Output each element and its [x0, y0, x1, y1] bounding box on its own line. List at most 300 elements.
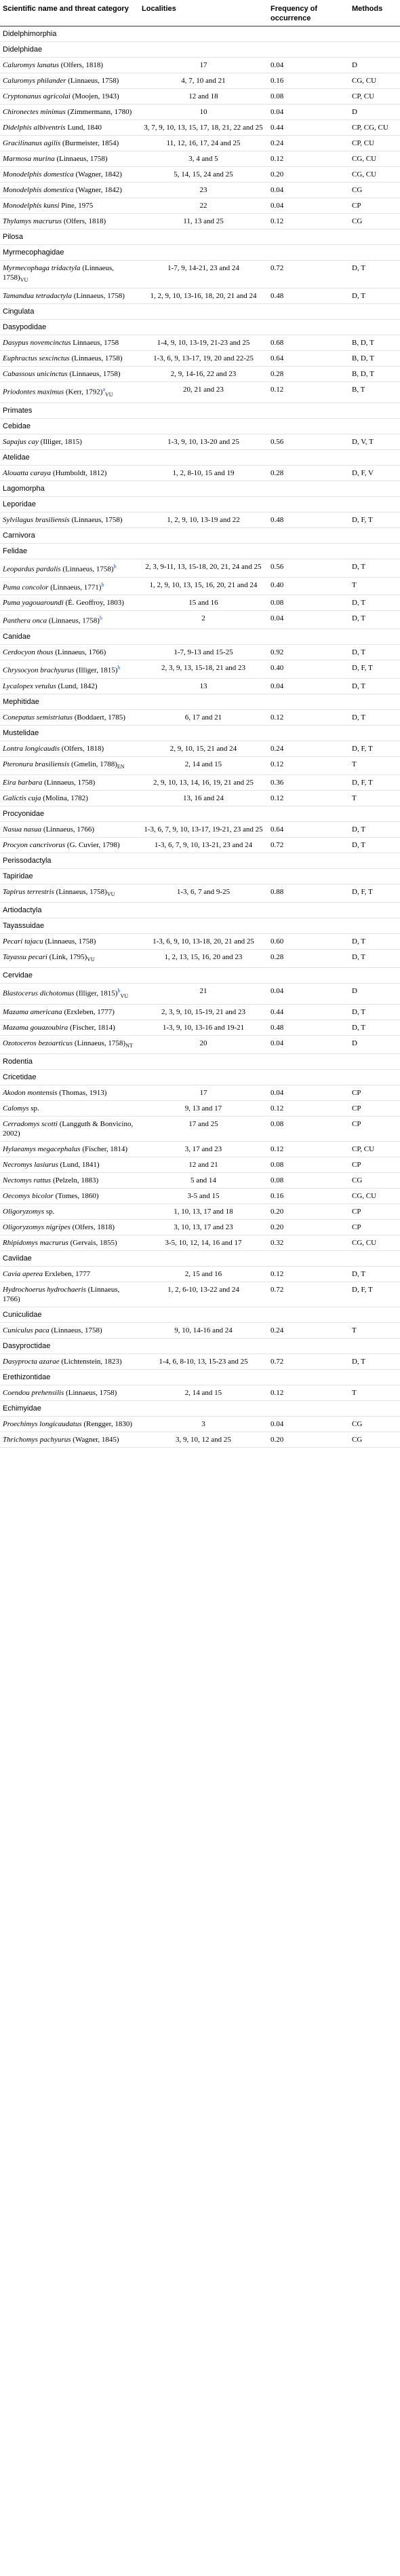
taxon-group-row [0, 304, 400, 320]
threat-category: VU [105, 392, 113, 398]
species-name: Chironectes minimus [3, 108, 66, 116]
footnote-link[interactable]: b [113, 563, 117, 570]
frequency-cell: 0.48 [268, 512, 349, 528]
species-row [0, 1282, 400, 1307]
species-row [0, 1417, 400, 1432]
taxon-group-label: Artiodactyla [0, 903, 400, 918]
species-name-cell [0, 466, 139, 481]
frequency-cell: 0.20 [268, 167, 349, 183]
frequency-cell: 0.12 [268, 214, 349, 229]
species-authority: (Gervais, 1855) [68, 1239, 117, 1248]
taxon-group-row [0, 42, 400, 58]
frequency-cell: 0.04 [268, 678, 349, 694]
methods-cell: CP [349, 1220, 400, 1235]
species-authority: (Kerr, 1792) [64, 388, 103, 396]
frequency-cell: 0.04 [268, 58, 349, 73]
species-authority: (Olfers, 1818) [70, 1223, 115, 1232]
species-name-cell [0, 645, 139, 660]
taxon-group-row [0, 403, 400, 419]
frequency-cell: 0.12 [268, 1142, 349, 1157]
species-name: Thrichomys pachyurus [3, 1436, 71, 1444]
localities-cell: 1, 2, 9, 10, 13, 15, 16, 20, 21 and 24 [139, 577, 268, 595]
species-name-cell [0, 577, 139, 595]
species-row [0, 105, 400, 120]
species-name: Cuniculus paca [3, 1326, 49, 1335]
species-authority: (Linnaeus, 1758) [67, 370, 121, 379]
species-name-cell [0, 73, 139, 89]
species-name: Puma yagouaroundi [3, 599, 64, 608]
methods-cell: D, T [349, 288, 400, 304]
species-name: Proechimys longicaudatus [3, 1420, 82, 1429]
footnote-link[interactable]: b [101, 581, 104, 588]
header-frequency: Frequency of occurrence [268, 0, 349, 26]
species-authority: (Linnaeus, 1758) [3, 264, 115, 282]
taxon-group-row [0, 229, 400, 245]
species-row [0, 884, 400, 902]
species-row [0, 821, 400, 837]
species-name-cell [0, 351, 139, 367]
species-row [0, 741, 400, 756]
species-name: Ozotoceros bezoarticus [3, 1039, 73, 1048]
taxon-group-label: Mephitidae [0, 694, 400, 709]
frequency-cell: 0.72 [268, 1354, 349, 1370]
species-row [0, 351, 400, 367]
species-name-cell [0, 611, 139, 629]
species-name: Calomys [3, 1104, 29, 1113]
frequency-cell: 0.28 [268, 466, 349, 481]
species-authority: (Olfers, 1818) [59, 61, 104, 69]
species-name: Leopardus pardalis [3, 565, 61, 574]
species-authority: (Fischer, 1814) [68, 1024, 115, 1032]
methods-cell: D [349, 984, 400, 1005]
species-row [0, 1173, 400, 1189]
species-row [0, 660, 400, 679]
methods-cell: D, T [349, 1020, 400, 1036]
species-name-cell [0, 1385, 139, 1401]
threat-category: VU [120, 993, 128, 1000]
species-name: Oligoryzomys nigripes [3, 1223, 71, 1232]
frequency-cell: 0.12 [268, 151, 349, 167]
species-row [0, 790, 400, 806]
methods-cell: D, F, T [349, 512, 400, 528]
frequency-cell: 0.72 [268, 261, 349, 288]
frequency-cell: 0.60 [268, 934, 349, 950]
species-row [0, 756, 400, 774]
frequency-cell: 0.32 [268, 1235, 349, 1251]
species-authority: (Linnaeus, 1758) [42, 778, 96, 787]
methods-cell: T [349, 1385, 400, 1401]
taxon-group-row [0, 528, 400, 544]
species-authority: (Moojen, 1943) [70, 92, 119, 100]
species-row [0, 1142, 400, 1157]
species-name-cell [0, 512, 139, 528]
frequency-cell: 0.92 [268, 645, 349, 660]
taxon-group-row [0, 629, 400, 645]
methods-cell: CG, CU [349, 1189, 400, 1204]
taxon-group-row [0, 1339, 400, 1354]
taxon-group-label: Lagomorpha [0, 481, 400, 497]
species-authority: (Boddaert, 1785) [72, 713, 125, 722]
methods-cell: CP, CU [349, 1142, 400, 1157]
species-name: Dasypus novemcinctus [3, 339, 71, 348]
localities-cell: 1, 2, 13, 15, 16, 20 and 23 [139, 950, 268, 968]
species-row [0, 709, 400, 725]
species-name: Monodelphis domestica [3, 186, 74, 194]
methods-cell: D, T [349, 821, 400, 837]
species-name-cell [0, 1157, 139, 1173]
methods-cell: CG, CU [349, 167, 400, 183]
species-authority: (É. Geoffroy, 1803) [63, 599, 124, 608]
localities-cell: 3, 17 and 23 [139, 1142, 268, 1157]
species-name: Cerdocyon thous [3, 648, 54, 656]
species-authority: (Rengger, 1830) [81, 1420, 133, 1429]
species-authority: (Linnaeus, 1758) [69, 516, 123, 525]
taxon-group-row [0, 903, 400, 918]
species-row [0, 1354, 400, 1370]
localities-cell: 9, 13 and 17 [139, 1101, 268, 1117]
frequency-cell: 0.44 [268, 120, 349, 136]
frequency-cell: 0.08 [268, 1173, 349, 1189]
species-name-cell [0, 1204, 139, 1220]
methods-cell: T [349, 577, 400, 595]
localities-cell: 3, 7, 9, 10, 13, 15, 17, 18, 21, 22 and 25 [139, 120, 268, 136]
localities-cell: 9, 10, 14-16 and 24 [139, 1323, 268, 1339]
species-name: Tapirus terrestris [3, 887, 54, 896]
methods-cell: CP [349, 1117, 400, 1142]
frequency-cell: 0.20 [268, 1220, 349, 1235]
localities-cell: 1-3, 6, 9, 10, 13-18, 20, 21 and 25 [139, 934, 268, 950]
taxon-group-row [0, 1070, 400, 1085]
frequency-cell: 0.04 [268, 183, 349, 198]
species-name-cell [0, 1020, 139, 1036]
localities-cell: 1-7, 9, 14-21, 23 and 24 [139, 261, 268, 288]
localities-cell: 22 [139, 198, 268, 214]
species-authority: (Linnaeus, 1758) [43, 937, 96, 946]
frequency-cell: 0.08 [268, 1157, 349, 1173]
species-name-cell [0, 1432, 139, 1448]
species-row [0, 512, 400, 528]
species-name-cell [0, 183, 139, 198]
species-name-cell [0, 105, 139, 120]
threat-category: VU [20, 277, 28, 284]
species-authority: (G. Cuvier, 1798) [65, 840, 120, 849]
methods-cell: D, F, V [349, 466, 400, 481]
methods-cell: B, D, T [349, 351, 400, 367]
species-row [0, 1117, 400, 1142]
methods-cell: CG, CU [349, 1235, 400, 1251]
methods-cell: T [349, 756, 400, 774]
taxon-group-label: Cingulata [0, 304, 400, 320]
species-name: Hydrochoerus hydrochaeris [3, 1286, 86, 1294]
species-name-cell [0, 934, 139, 950]
localities-cell: 2, 14 and 15 [139, 1385, 268, 1401]
species-name: Necromys lasiurus [3, 1161, 58, 1170]
localities-cell: 1-3, 6, 7, 9, 10, 13-17, 19-21, 23 and 25 [139, 821, 268, 837]
species-row [0, 1020, 400, 1036]
species-name-cell [0, 1189, 139, 1204]
species-name: Oligoryzomys [3, 1208, 45, 1216]
species-authority: (Erxleben, 1777) [62, 1008, 115, 1017]
taxon-group-label: Dasypodidae [0, 320, 400, 335]
localities-cell: 2, 9, 10, 15, 21 and 24 [139, 741, 268, 756]
species-row [0, 1101, 400, 1117]
frequency-cell: 0.04 [268, 984, 349, 1005]
localities-cell: 21 [139, 984, 268, 1005]
frequency-cell: 0.12 [268, 1267, 349, 1282]
taxon-group-label: Pilosa [0, 229, 400, 245]
species-name-cell [0, 837, 139, 853]
methods-cell: D, T [349, 1267, 400, 1282]
species-authority: (Link, 1795) [47, 953, 87, 962]
species-authority: (Olfers, 1818) [60, 744, 104, 753]
species-row [0, 1204, 400, 1220]
taxon-group-label: Perissodactyla [0, 853, 400, 868]
species-authority: (Lund, 1842) [56, 682, 98, 690]
footnote-link[interactable]: b [117, 988, 121, 994]
footnote-link[interactable]: b [99, 615, 102, 622]
localities-cell: 17 and 25 [139, 1117, 268, 1142]
species-name: Myrmecophaga tridactyla [3, 264, 81, 272]
taxon-group-row [0, 806, 400, 821]
species-row [0, 1085, 400, 1101]
species-name: Alouatta caraya [3, 469, 52, 478]
taxon-group-row [0, 245, 400, 261]
methods-cell: D, T [349, 1005, 400, 1020]
species-row [0, 678, 400, 694]
species-name-cell [0, 151, 139, 167]
species-name-cell [0, 756, 139, 774]
localities-cell: 1-4, 9, 10, 13-19, 21-23 and 25 [139, 335, 268, 351]
frequency-cell: 0.28 [268, 367, 349, 382]
localities-cell: 20, 21 and 23 [139, 382, 268, 403]
species-authority: (Linnaeus, 1758) [47, 617, 100, 625]
species-authority: (Linnaeus, 1766) [3, 1286, 120, 1304]
species-name: Sapajus cay [3, 438, 39, 447]
species-name-cell [0, 167, 139, 183]
taxon-group-row [0, 481, 400, 497]
methods-cell: D, F, T [349, 660, 400, 679]
frequency-cell: 0.16 [268, 1189, 349, 1204]
frequency-cell: 0.56 [268, 559, 349, 578]
species-authority: (Lund, 1841) [58, 1161, 100, 1170]
species-name: Conepatus semistriatus [3, 713, 73, 722]
methods-cell: CG, CU [349, 73, 400, 89]
localities-cell: 2, 15 and 16 [139, 1267, 268, 1282]
methods-cell: T [349, 1323, 400, 1339]
frequency-cell: 0.56 [268, 434, 349, 450]
species-name: Caluromys lanatus [3, 61, 60, 69]
localities-cell: 11, 13 and 25 [139, 214, 268, 229]
species-name-cell [0, 198, 139, 214]
species-name: Cryptonanus agricolai [3, 92, 71, 100]
localities-cell: 2 [139, 611, 268, 629]
methods-cell: D, T [349, 595, 400, 611]
species-row [0, 73, 400, 89]
frequency-cell: 0.16 [268, 73, 349, 89]
methods-cell: B, D, T [349, 367, 400, 382]
methods-cell: D, V, T [349, 434, 400, 450]
species-name: Coendou prehensilis [3, 1389, 64, 1398]
frequency-cell: 0.24 [268, 1323, 349, 1339]
species-authority: (Gmelin, 1788) [69, 760, 117, 768]
species-name: Blastocerus dichotomus [3, 989, 75, 998]
species-row [0, 774, 400, 790]
species-name: Pecari tajacu [3, 937, 43, 946]
frequency-cell: 0.12 [268, 382, 349, 403]
taxon-group-label: Didelphimorphia [0, 26, 400, 42]
localities-cell: 12 and 18 [139, 89, 268, 105]
species-name: Puma concolor [3, 583, 49, 592]
methods-cell: CG, CU [349, 151, 400, 167]
localities-cell: 3, 9, 10, 12 and 25 [139, 1432, 268, 1448]
localities-cell: 10 [139, 105, 268, 120]
species-name: Procyon cancrivorus [3, 840, 66, 849]
methods-cell: D, T [349, 645, 400, 660]
species-name-cell [0, 595, 139, 611]
localities-cell: 1, 2, 9, 10, 13-19 and 22 [139, 512, 268, 528]
methods-cell: CP [349, 198, 400, 214]
species-name: Priodontes maximus [3, 388, 64, 396]
methods-cell: D, T [349, 611, 400, 629]
footnote-link[interactable]: b [117, 665, 121, 671]
species-name-cell [0, 1282, 139, 1307]
species-authority: (Illiger, 1815) [74, 989, 118, 998]
taxon-group-label: Caviidae [0, 1251, 400, 1267]
species-name-cell [0, 1323, 139, 1339]
methods-cell: D, T [349, 678, 400, 694]
methods-cell: CG [349, 214, 400, 229]
species-row [0, 1220, 400, 1235]
taxon-group-label: Mustelidae [0, 725, 400, 741]
species-name: Didelphis albiventris [3, 124, 66, 132]
species-authority: (Linnaeus, 1758) [49, 1326, 102, 1335]
localities-cell: 1, 10, 13, 17 and 18 [139, 1204, 268, 1220]
table-body [0, 26, 400, 1448]
header-methods: Methods [349, 0, 400, 26]
localities-cell: 3 [139, 1417, 268, 1432]
localities-cell: 4, 7, 10 and 21 [139, 73, 268, 89]
species-name-cell [0, 1235, 139, 1251]
species-name-cell [0, 382, 139, 403]
species-row [0, 984, 400, 1005]
localities-cell: 3-5 and 15 [139, 1189, 268, 1204]
localities-cell: 5, 14, 15, 24 and 25 [139, 167, 268, 183]
species-name-cell [0, 1267, 139, 1282]
species-row [0, 577, 400, 595]
localities-cell: 1-3, 9, 10, 13-20 and 25 [139, 434, 268, 450]
threat-category: NT [125, 1043, 133, 1049]
taxon-group-label: Leporidae [0, 497, 400, 512]
localities-cell: 1-3, 6, 7 and 9-25 [139, 884, 268, 902]
species-name-cell [0, 709, 139, 725]
species-row [0, 120, 400, 136]
species-authority: (Thomas, 1913) [57, 1089, 107, 1098]
frequency-cell: 0.04 [268, 1085, 349, 1101]
methods-cell: CP, CU [349, 136, 400, 151]
species-row [0, 89, 400, 105]
species-name-cell [0, 120, 139, 136]
species-name-cell [0, 660, 139, 679]
methods-cell: D, T [349, 837, 400, 853]
localities-cell: 6, 17 and 21 [139, 709, 268, 725]
species-authority: (Burmeister, 1854) [60, 139, 119, 147]
methods-cell: CP [349, 1101, 400, 1117]
frequency-cell: 0.08 [268, 595, 349, 611]
species-row [0, 434, 400, 450]
methods-cell: B, T [349, 382, 400, 403]
frequency-cell: 0.04 [268, 1417, 349, 1432]
species-name-cell [0, 434, 139, 450]
species-name: Euphractus sexcinctus [3, 354, 70, 363]
species-row [0, 367, 400, 382]
frequency-cell: 0.12 [268, 790, 349, 806]
species-authority: Erxleben, 1777 [43, 1270, 91, 1279]
footnote-link[interactable]: a [102, 386, 105, 393]
frequency-cell: 0.64 [268, 821, 349, 837]
methods-cell: D, T [349, 261, 400, 288]
methods-cell: D [349, 58, 400, 73]
taxon-group-row [0, 918, 400, 934]
species-name: Galictis cuja [3, 794, 41, 802]
frequency-cell: 0.40 [268, 660, 349, 679]
localities-cell: 1-3, 6, 9, 13-17, 19, 20 and 22-25 [139, 351, 268, 367]
taxon-group-label: Primates [0, 403, 400, 419]
taxon-group-label: Tayassuidae [0, 918, 400, 934]
methods-cell: D, T [349, 559, 400, 578]
species-row [0, 335, 400, 351]
species-name-cell [0, 1417, 139, 1432]
localities-cell: 3, 4 and 5 [139, 151, 268, 167]
frequency-cell: 0.12 [268, 709, 349, 725]
methods-cell: D, T [349, 1354, 400, 1370]
species-name-cell [0, 1142, 139, 1157]
localities-cell: 2, 3, 9, 13, 15-18, 21 and 23 [139, 660, 268, 679]
taxon-group-row [0, 1251, 400, 1267]
taxon-group-label: Erethizontidae [0, 1370, 400, 1385]
frequency-cell: 0.48 [268, 288, 349, 304]
species-authority: (Linnaeus, 1758) [54, 155, 108, 163]
frequency-cell: 0.12 [268, 756, 349, 774]
taxon-group-label: Atelidae [0, 450, 400, 466]
header-scientific-name: Scientific name and threat category [0, 0, 139, 26]
methods-cell: B, D, T [349, 335, 400, 351]
species-row [0, 466, 400, 481]
species-name: Marmosa murina [3, 155, 55, 163]
frequency-cell: 0.88 [268, 884, 349, 902]
species-authority: (Wagner, 1842) [73, 170, 122, 179]
species-name-cell [0, 559, 139, 578]
frequency-cell: 0.04 [268, 105, 349, 120]
species-name: Monodelphis kunsi [3, 202, 60, 210]
taxon-group-label: Echimyidae [0, 1401, 400, 1417]
taxon-group-label: Cuniculidae [0, 1307, 400, 1323]
species-row [0, 1189, 400, 1204]
methods-cell: D, F, T [349, 741, 400, 756]
frequency-cell: 0.24 [268, 136, 349, 151]
species-row [0, 1267, 400, 1282]
methods-cell: CP [349, 1085, 400, 1101]
species-name-cell [0, 741, 139, 756]
species-name: Eira barbara [3, 778, 43, 787]
localities-cell: 2, 3, 9, 10, 15-19, 21 and 23 [139, 1005, 268, 1020]
species-name-cell [0, 1173, 139, 1189]
species-name: Tamandua tetradactyla [3, 292, 72, 301]
species-row [0, 559, 400, 578]
localities-cell: 1, 2, 6-10, 13-22 and 24 [139, 1282, 268, 1307]
methods-cell: D, T [349, 950, 400, 968]
methods-cell: D [349, 1036, 400, 1054]
table-header-row [0, 0, 400, 26]
